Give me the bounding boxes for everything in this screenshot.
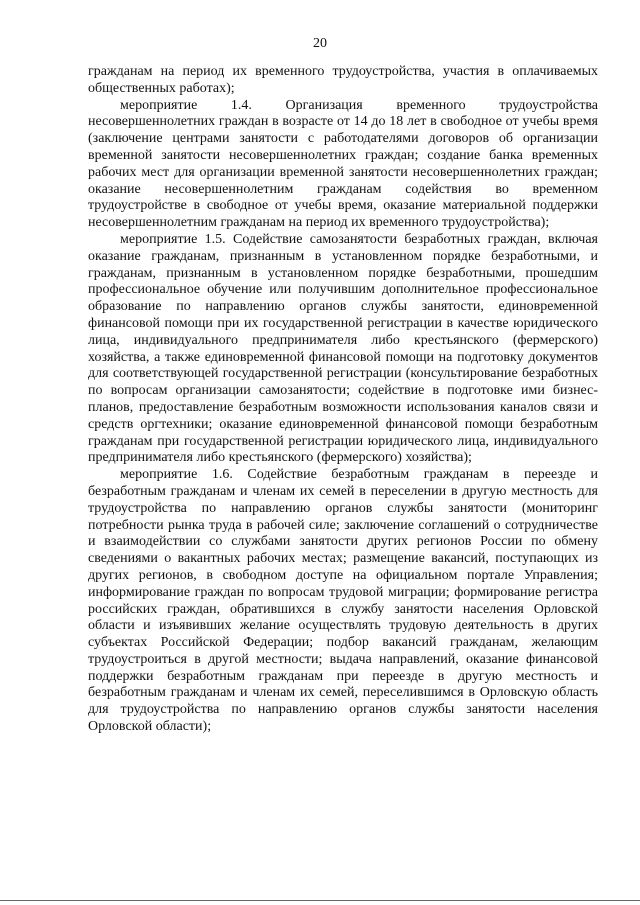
paragraph-measure-1-5: мероприятие 1.5. Содействие самозанятости безработных граждан, включая оказание гражданам, признанным в установленном порядке безработными, и гражданам, признанным в установленном порядке безработными, прошедшим профессиональное обучение или получившим дополнительное профессиональное образование по направлению органов службы занятости, единовременной финансовой помощи при их государственной регистрации в качестве юридического лица, индивидуального предпринимателя либо крестьянского (фермерского) хозяйства, а также единовременной финансовой помощи на подготовку документов для соответствующей государственной регистрации (консультирование безработных по вопросам организации самозанятости; содействие в подготовке ими бизнес-планов, предоставление безработным возможности использования каналов связи и средств оргтехники; оказание единовременной финансовой помощи безработным гражданам при государственной регистрации юридического лица, индивидуального предпринимателя либо крестьянского (фермерского) хозяйства); [88, 231, 598, 466]
document-body [88, 64, 598, 736]
paragraph-measure-1-4: мероприятие 1.4. Организация временного трудоустройства несовершеннолетних граждан в возрасте от 14 до 18 лет в свободное от учебы время (заключение центрами занятости с работодателями договоров об организации временной занятости несовершеннолетних граждан; создание банка временных рабочих мест для организации временной занятости несовершеннолетних граждан; оказание несовершеннолетним гражданам содействия во временном трудоустройстве в свободное от учебы время, оказание материальной поддержки несовершеннолетним гражданам на период их временного трудоустройства); [88, 97, 598, 231]
scan-bottom-edge [0, 900, 640, 901]
paragraph-measure-1-6: мероприятие 1.6. Содействие безработным гражданам в переезде и безработным гражданам и членам их семей в переселении в другую местность для трудоустройства по направлению органов службы занятости (мониторинг потребности рынка труда в рабочей силе; заключение соглашений о сотрудничестве и взаимодействии со службами занятости других регионов России по обмену сведениями о вакантных рабочих местах; размещение вакансий, поступающих из других регионов, в свободном доступе на официальном портале Управления; информирование граждан по вопросам трудовой миграции; формирование регистра российских граждан, обратившихся в службу занятости населения Орловской области и изъявивших желание осуществлять трудовую деятельность в других субъектах Российской Федерации; подбор вакансий гражданам, желающим трудоустроиться в другой местности; выдача направлений, оказание финансовой поддержки безработным гражданам при переезде в другую местность и безработным гражданам и членам их семей, переселившимся в Орловскую область для трудоустройства по направлению органов службы занятости населения Орловской области); [88, 467, 598, 735]
page-number: 20 [313, 36, 327, 51]
paragraph-continuation: гражданам на период их временного трудоустройства, участия в оплачиваемых общественных работах); [88, 64, 598, 96]
